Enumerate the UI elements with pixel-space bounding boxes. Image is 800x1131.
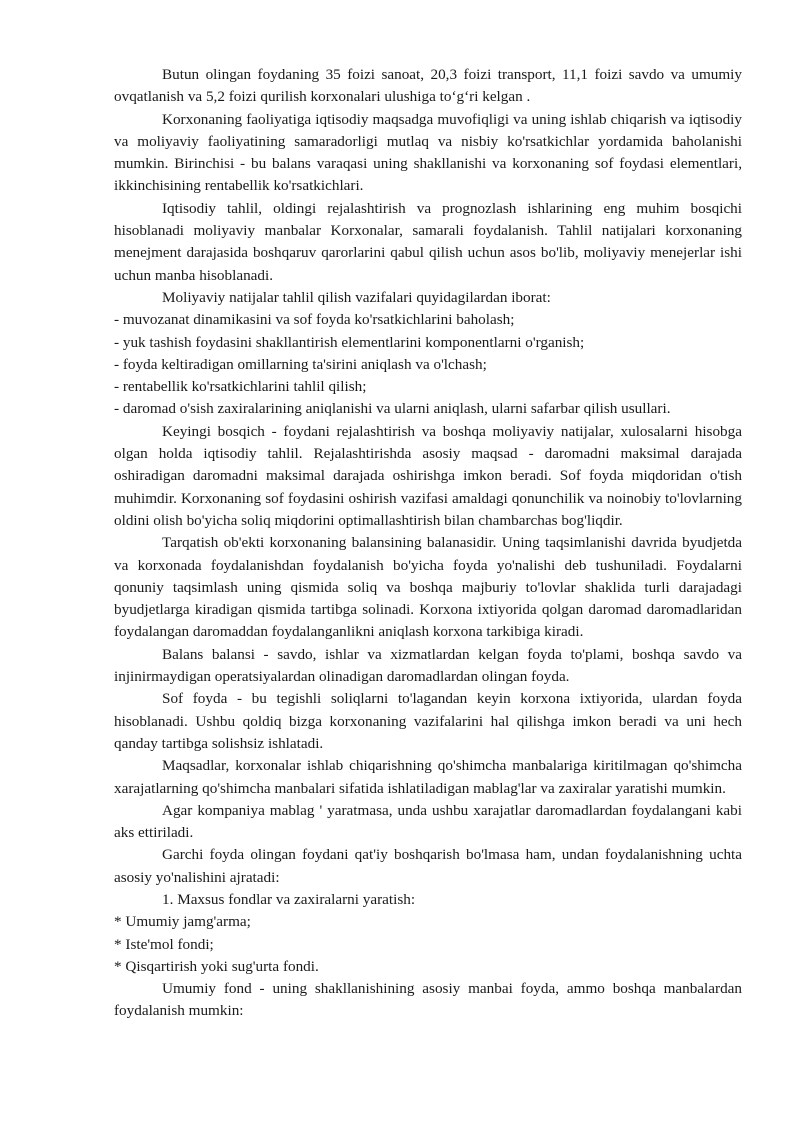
paragraph: Balans balansi - savdo, ishlar va xizmatlardan kelgan foyda to'plami, boshqa savdo va injinirmaydigan operatsiyalardan olinadigan daromadlardan olingan foyda. (114, 645, 742, 686)
list-item: - rentabellik ko'rsatkichlarini tahlil qilish; (114, 378, 367, 396)
paragraph: Korxonaning faoliyatiga iqtisodiy maqsadga muvofiqligi va uning ishlab chiqarish va iqtisodiy va moliyaviy faoliyatining samaradorligi mutlaq va nisbiy ko'rsatkichlar yordamida baholanishi mumkin. Birinchisi - bu balans varaqasi uning shakllanishi va korxonaning sof foydasi elementlari, ikkinchisining rentabellik ko'rsatkichlari. (114, 110, 742, 195)
list-item: * Qisqartirish yoki sug'urta fondi. (114, 957, 319, 975)
list-item: - muvozanat dinamikasini va sof foyda ko'rsatkichlarini baholash; (114, 311, 515, 329)
list-item: * Iste'mol fondi; (114, 935, 214, 953)
paragraph: Garchi foyda olingan foydani qat'iy boshqarish bo'lmasa ham, undan foydalanishning uchta asosiy yo'nalishini ajratadi: (114, 846, 742, 886)
paragraph: Keyingi bosqich - foydani rejalashtirish va boshqa moliyaviy natijalar, xulosalarni hisobga olgan holda iqtisodiy tahlil. Rejalashtirishda asosiy maqsad - daromadni maksimal darajada oshiradigan daromadni maksimal darajada oshirishga imkon beradi. Sof foyda miqdoridan o'tish muhimdir. Korxonaning sof foydasini oshirish vazifasi amaldagi qonunchilik va noinobiy to'lovlarning oldini olish bo'yicha soliq miqdorini optimallashtirish bilan chambarchas bog'liqdir. (114, 422, 742, 529)
paragraph: Iqtisodiy tahlil, oldingi rejalashtirish va prognozlash ishlarining eng muhim bosqichi hisoblanadi moliyaviy manbalar Korxonalar, samarali foydalanish. Tahlil natijalari korxonaning menejment darajasida boshqaruv qarorlarini qabul qilish uchun asos bo'lib, moliyaviy menejerlar ishi uchun manba hisoblanadi. (114, 199, 742, 284)
paragraph: Butun olingan foydaning 35 foizi sanoat, 20,3 foizi transport, 11,1 foizi savdo va umumiy ovqatlanish va 5,2 foizi qurilish korxonalari ulushiga to‘g‘ri kelgan . (114, 66, 742, 106)
paragraph: Tarqatish ob'ekti korxonaning balansining balanasidir. Uning taqsimlanishi davrida byudjetda va korxonada foydalanishdan foydalanish bo'yicha foyda yo'nalishi deb tushuniladi. Foydalarni qonuniy taqsimlash uning qismida soliq va boshqa majburiy to'lovlar shaklida turli darajadagi byudjetlarga kiradigan qismida tartibga solinadi. Korxona ixtiyorida qolgan daromad daromadlaridan foydalangan daromaddan foydalanganlikni aniqlash korxona tarkibiga kiradi. (114, 534, 742, 641)
list-item: * Umumiy jamg'arma; (114, 913, 251, 931)
paragraph: Maqsadlar, korxonalar ishlab chiqarishning qo'shimcha manbalariga kiritilmagan qo'shimcha xarajatlarning qo'shimcha manbalari sifatida ishlatiladigan mablag'lar va zaxiralar yaratishi mumkin. (114, 757, 742, 797)
paragraph: Agar kompaniya mablag ' yaratmasa, unda ushbu xarajatlar daromadlardan foydalangani kabi aks ettiriladi. (114, 801, 742, 842)
paragraph: Moliyaviy natijalar tahlil qilish vazifalari quyidagilardan iborat: (162, 288, 551, 306)
paragraph: Umumiy fond - uning shakllanishining asosiy manbai foyda, ammo boshqa manbalardan foydalanish mumkin: (114, 980, 742, 1020)
list-item: - foyda keltiradigan omillarning ta'sirini aniqlash va o'lchash; (114, 355, 487, 373)
paragraph: Sof foyda - bu tegishli soliqlarni to'lagandan keyin korxona ixtiyorida, ulardan foyda hisoblanadi. Ushbu qoldiq bizga korxonaning vazifalarini hal qilishga imkon beradi va uni hech qanday tartibga solishsiz ishlatadi. (114, 690, 742, 752)
numbered-heading: 1. Maxsus fondlar va zaxiralarni yaratish: (162, 890, 416, 908)
list-item: - yuk tashish foydasini shakllantirish elementlarini komponentlarni o'rganish; (114, 333, 585, 351)
list-item: - daromad o'sish zaxiralarining aniqlanishi va ularni aniqlash, ularni safarbar qilish usullari. (114, 400, 671, 418)
